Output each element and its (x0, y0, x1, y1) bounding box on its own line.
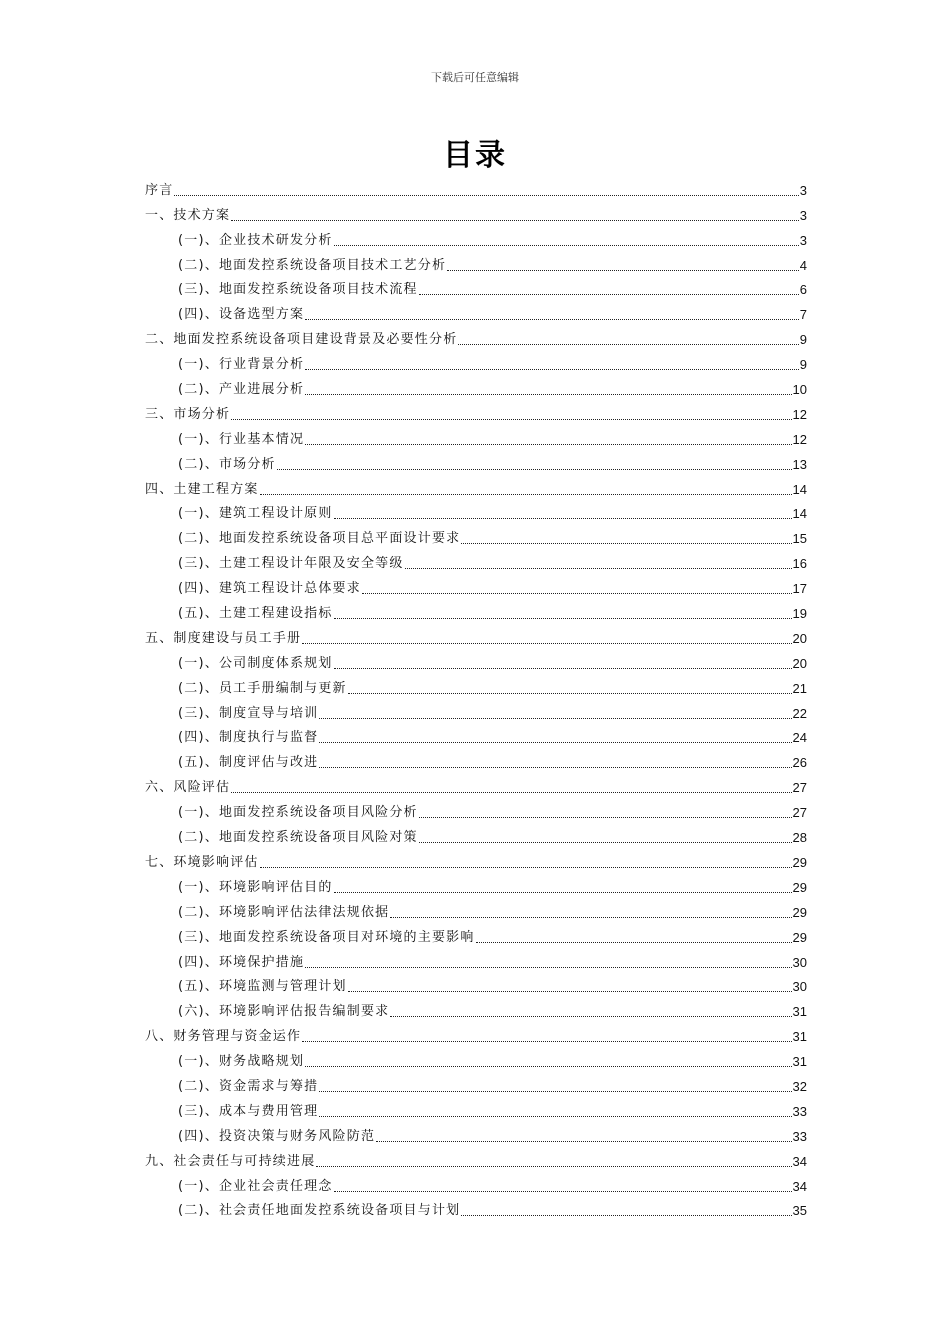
toc-entry[interactable] (145, 896, 807, 921)
toc-entry[interactable] (145, 448, 807, 473)
toc-dot-leader (260, 867, 792, 868)
toc-entry-label: (二)、员工手册编制与更新 (178, 680, 347, 696)
toc-entry[interactable] (145, 423, 807, 448)
toc-dot-leader (305, 444, 791, 445)
toc-entry-label: 一、技术方案 (145, 207, 231, 223)
toc-entry-page-number: 33 (792, 1128, 807, 1144)
toc-entry-label: (一)、财务战略规划 (178, 1054, 305, 1070)
toc-entry-page-number: 12 (792, 406, 807, 422)
toc-entry[interactable] (145, 1120, 807, 1145)
toc-dot-leader (231, 792, 791, 793)
toc-entry-label: (四)、环境保护措施 (178, 954, 305, 970)
toc-entry-label: (六)、环境影响评估报告编制要求 (178, 1004, 390, 1020)
toc-entry[interactable] (145, 672, 807, 697)
toc-dot-leader (302, 643, 791, 644)
toc-entry[interactable] (145, 373, 807, 398)
toc-entry[interactable] (145, 1045, 807, 1070)
toc-entry[interactable] (145, 647, 807, 672)
toc-entry-page-number: 29 (792, 879, 807, 895)
toc-entry[interactable] (145, 1195, 807, 1220)
toc-dot-leader (405, 568, 792, 569)
toc-dot-leader (419, 294, 799, 295)
toc-dot-leader (419, 817, 792, 818)
toc-dot-leader (334, 518, 792, 519)
toc-entry-label: (三)、成本与费用管理 (178, 1103, 319, 1119)
toc-dot-leader (348, 693, 792, 694)
toc-dot-leader (319, 1091, 791, 1092)
toc-entry-page-number: 22 (792, 705, 807, 721)
toc-entry-page-number: 9 (799, 357, 807, 373)
toc-dot-leader (260, 494, 792, 495)
toc-entry-page-number: 31 (792, 1054, 807, 1070)
toc-entry-label: (四)、设备选型方案 (178, 307, 305, 323)
toc-entry-label: (三)、制度宣导与培训 (178, 705, 319, 721)
toc-entry[interactable] (145, 398, 807, 423)
toc-entry[interactable] (145, 846, 807, 871)
toc-dot-leader (319, 767, 791, 768)
toc-entry-label: 八、财务管理与资金运作 (145, 1029, 302, 1045)
toc-dot-leader (334, 1191, 792, 1192)
toc-entry-page-number: 21 (792, 680, 807, 696)
toc-dot-leader (319, 1116, 791, 1117)
toc-dot-leader (348, 991, 792, 992)
toc-entry-page-number: 31 (792, 1029, 807, 1045)
toc-entry-page-number: 10 (792, 382, 807, 398)
toc-entry-label: (四)、建筑工程设计总体要求 (178, 581, 361, 597)
toc-entry-label: (二)、产业进展分析 (178, 382, 305, 398)
toc-entry-page-number: 14 (792, 481, 807, 497)
toc-entry[interactable] (145, 871, 807, 896)
toc-entry[interactable] (145, 1145, 807, 1170)
toc-dot-leader (231, 419, 791, 420)
toc-dot-leader (334, 618, 792, 619)
toc-entry[interactable] (145, 547, 807, 572)
toc-entry[interactable] (145, 821, 807, 846)
toc-entry-page-number: 20 (792, 630, 807, 646)
toc-dot-leader (305, 1066, 791, 1067)
toc-entry-label: (一)、公司制度体系规划 (178, 655, 333, 671)
toc-dot-leader (302, 1041, 791, 1042)
toc-entry-label: 五、制度建设与员工手册 (145, 630, 302, 646)
toc-entry[interactable] (145, 298, 807, 323)
toc-entry[interactable] (145, 746, 807, 771)
toc-entry-label: 九、社会责任与可持续进展 (145, 1153, 316, 1169)
toc-dot-leader (447, 270, 799, 271)
toc-entry-label: (二)、环境影响评估法律法规依据 (178, 904, 390, 920)
toc-entry-page-number: 7 (799, 307, 807, 323)
toc-entry-label: (二)、地面发控系统设备项目总平面设计要求 (178, 531, 461, 547)
toc-entry-page-number: 19 (792, 606, 807, 622)
toc-entry-page-number: 34 (792, 1153, 807, 1169)
toc-dot-leader (390, 1016, 791, 1017)
toc-entry-label: 三、市场分析 (145, 406, 231, 422)
toc-entry-page-number: 29 (792, 854, 807, 870)
header-note: 下载后可任意编辑 (431, 71, 519, 84)
toc-entry-page-number: 16 (792, 556, 807, 572)
toc-dot-leader (277, 469, 792, 470)
toc-entry-page-number: 27 (792, 805, 807, 821)
toc-entry[interactable] (145, 224, 807, 249)
toc-entry[interactable] (145, 498, 807, 523)
toc-entry-page-number: 15 (792, 531, 807, 547)
toc-entry[interactable] (145, 1070, 807, 1095)
toc-entry-page-number: 35 (792, 1203, 807, 1219)
toc-entry-page-number: 13 (792, 456, 807, 472)
toc-entry-label: (五)、制度评估与改进 (178, 755, 319, 771)
toc-entry-page-number: 26 (792, 755, 807, 771)
toc-entry[interactable] (145, 796, 807, 821)
toc-entry[interactable] (145, 572, 807, 597)
toc-dot-leader (319, 742, 791, 743)
toc-entry-label: (一)、环境影响评估目的 (178, 879, 333, 895)
toc-entry-label: 六、风险评估 (145, 780, 231, 796)
toc-entry-page-number: 17 (792, 581, 807, 597)
toc-dot-leader (476, 942, 792, 943)
toc-entry-label: (一)、行业基本情况 (178, 431, 305, 447)
toc-entry[interactable] (145, 697, 807, 722)
toc-entry-page-number: 28 (792, 830, 807, 846)
toc-entry-label: (二)、地面发控系统设备项目技术工艺分析 (178, 257, 447, 273)
toc-list (145, 174, 807, 1219)
toc-entry-page-number: 24 (792, 730, 807, 746)
toc-dot-leader (305, 967, 791, 968)
toc-entry[interactable] (145, 622, 807, 647)
page-title: 目录 (443, 138, 507, 173)
toc-entry-label: (三)、土建工程设计年限及安全等级 (178, 556, 404, 572)
toc-entry[interactable] (145, 995, 807, 1020)
toc-entry-label: (一)、地面发控系统设备项目风险分析 (178, 805, 418, 821)
toc-entry-page-number: 30 (792, 979, 807, 995)
toc-entry-page-number: 34 (792, 1178, 807, 1194)
toc-entry[interactable] (145, 1170, 807, 1195)
toc-entry-page-number: 29 (792, 904, 807, 920)
toc-dot-leader (461, 1215, 791, 1216)
toc-entry-label: (一)、建筑工程设计原则 (178, 506, 333, 522)
toc-entry-label: (四)、制度执行与监督 (178, 730, 319, 746)
toc-entry-label: (三)、地面发控系统设备项目技术流程 (178, 282, 418, 298)
toc-entry[interactable] (145, 274, 807, 299)
toc-dot-leader (334, 668, 792, 669)
toc-entry-page-number: 30 (792, 954, 807, 970)
toc-entry[interactable] (145, 921, 807, 946)
toc-entry-label: (二)、资金需求与筹措 (178, 1078, 319, 1094)
toc-entry[interactable] (145, 199, 807, 224)
toc-dot-leader (376, 1141, 791, 1142)
toc-entry[interactable] (145, 174, 807, 199)
toc-entry-label: (三)、地面发控系统设备项目对环境的主要影响 (178, 929, 475, 945)
toc-dot-leader (334, 245, 799, 246)
toc-entry-label: (二)、社会责任地面发控系统设备项目与计划 (178, 1203, 461, 1219)
toc-entry-page-number: 3 (799, 182, 807, 198)
toc-dot-leader (458, 344, 798, 345)
toc-entry-label: (一)、企业社会责任理念 (178, 1178, 333, 1194)
toc-entry-label: 二、地面发控系统设备项目建设背景及必要性分析 (145, 332, 458, 348)
toc-dot-leader (305, 394, 791, 395)
toc-dot-leader (319, 718, 791, 719)
toc-dot-leader (390, 917, 791, 918)
toc-entry[interactable] (145, 771, 807, 796)
toc-dot-leader (362, 593, 792, 594)
toc-entry-page-number: 12 (792, 431, 807, 447)
toc-entry[interactable] (145, 249, 807, 274)
toc-entry-page-number: 4 (799, 257, 807, 273)
toc-entry-page-number: 6 (799, 282, 807, 298)
toc-entry-page-number: 31 (792, 1004, 807, 1020)
toc-entry-page-number: 20 (792, 655, 807, 671)
toc-entry-page-number: 9 (799, 332, 807, 348)
toc-entry-page-number: 33 (792, 1103, 807, 1119)
toc-dot-leader (419, 842, 792, 843)
toc-entry-label: (二)、市场分析 (178, 456, 276, 472)
toc-entry-label: (一)、企业技术研发分析 (178, 232, 333, 248)
toc-entry-label: (二)、地面发控系统设备项目风险对策 (178, 830, 418, 846)
toc-entry-page-number: 3 (799, 207, 807, 223)
toc-entry-page-number: 14 (792, 506, 807, 522)
toc-entry[interactable] (145, 971, 807, 996)
toc-entry[interactable] (145, 1095, 807, 1120)
toc-entry-label: (一)、行业背景分析 (178, 357, 305, 373)
toc-entry[interactable] (145, 722, 807, 747)
toc-entry-page-number: 29 (792, 929, 807, 945)
toc-entry-label: 七、环境影响评估 (145, 854, 259, 870)
toc-dot-leader (174, 195, 798, 196)
toc-dot-leader (305, 319, 799, 320)
toc-entry[interactable] (145, 946, 807, 971)
toc-dot-leader (305, 369, 799, 370)
toc-entry-page-number: 32 (792, 1078, 807, 1094)
toc-entry[interactable] (145, 1020, 807, 1045)
toc-entry-label: (四)、投资决策与财务风险防范 (178, 1128, 376, 1144)
toc-entry-label: 四、土建工程方案 (145, 481, 259, 497)
toc-entry-page-number: 3 (799, 232, 807, 248)
toc-entry-label: (五)、环境监测与管理计划 (178, 979, 347, 995)
toc-entry-page-number: 27 (792, 780, 807, 796)
toc-entry[interactable] (145, 323, 807, 348)
toc-dot-leader (231, 220, 799, 221)
toc-entry[interactable] (145, 348, 807, 373)
toc-entry[interactable] (145, 597, 807, 622)
toc-entry-label: 序言 (145, 182, 174, 198)
toc-entry-label: (五)、土建工程建设指标 (178, 606, 333, 622)
toc-entry[interactable] (145, 522, 807, 547)
toc-dot-leader (316, 1166, 791, 1167)
toc-entry[interactable] (145, 473, 807, 498)
toc-dot-leader (461, 543, 791, 544)
toc-dot-leader (334, 892, 792, 893)
